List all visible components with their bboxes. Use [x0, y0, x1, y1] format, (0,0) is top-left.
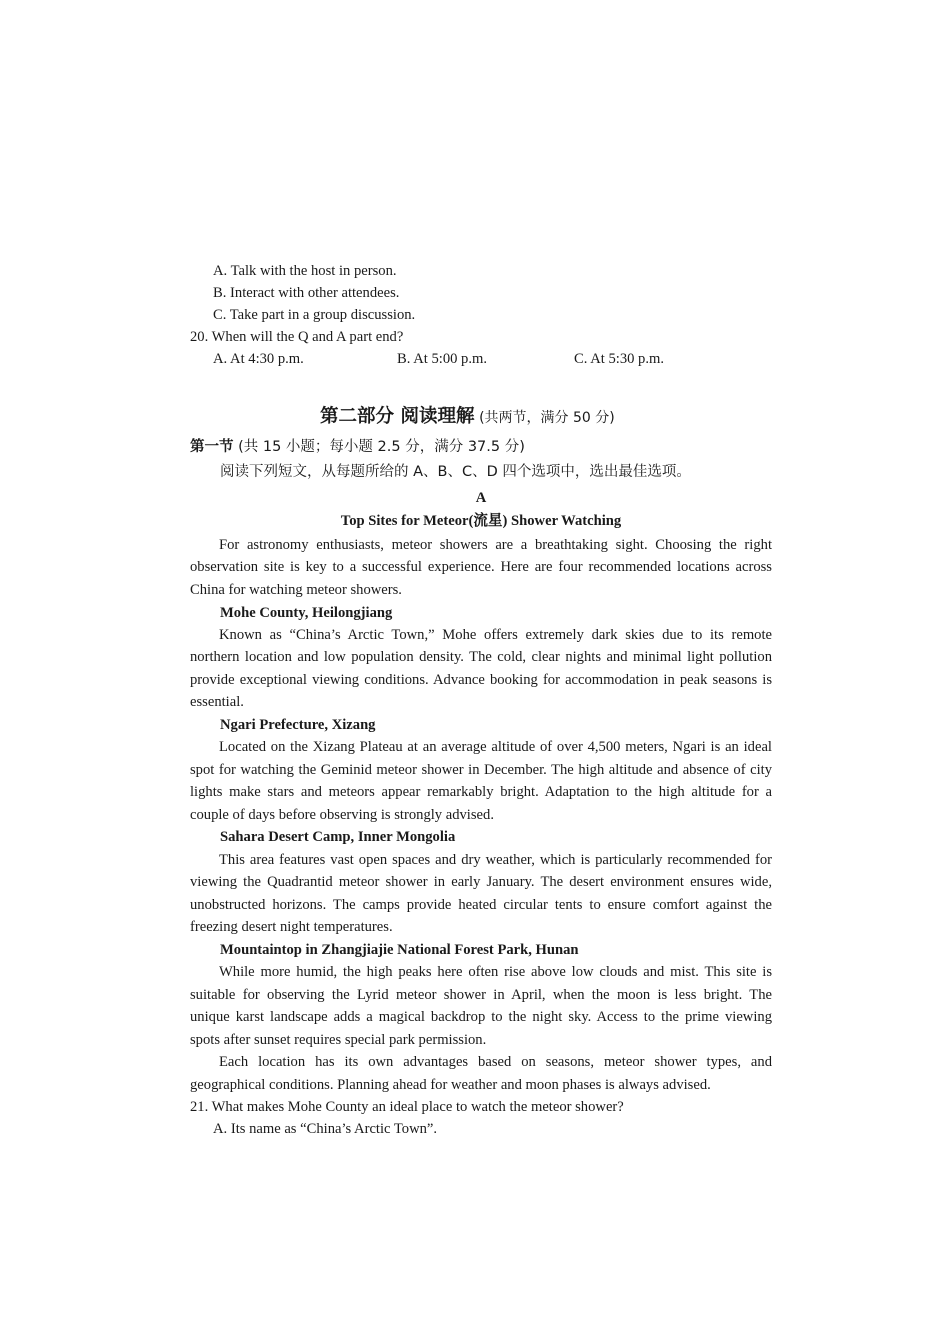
site-ngari-line-2: spot for watching the Geminid meteor shower in December. The high altitude and absence of city [190, 762, 772, 778]
site-mohe-line-3: provide exceptional viewing conditions. Advance booking for accommodation in peak seasons is [190, 672, 772, 688]
q19-option-c: C. Take part in a group discussion. [213, 307, 416, 323]
conclusion-line-2: geographical conditions. Planning ahead for weather and moon phases is always advised. [190, 1077, 711, 1093]
part2-score: (共两节，满分 50 分) [479, 410, 615, 426]
site-sahara-line-1: This area features vast open spaces and dry weather, which is particularly recommended for [219, 852, 772, 868]
intro-line-1: For astronomy enthusiasts, meteor showers are a breathtaking sight. Choosing the right [219, 537, 772, 553]
passage-title: Top Sites for Meteor(流星) Shower Watching [340, 513, 622, 529]
site-heading-mohe: Mohe County, Heilongjiang [220, 605, 393, 621]
passage-letter: A [475, 490, 487, 506]
site-zhangjiajie-line-2: suitable for observing the Lyrid meteor shower in April, when the moon is less bright. The [190, 987, 772, 1003]
q21-option-a: A. Its name as “China’s Arctic Town”. [213, 1121, 438, 1137]
site-sahara-line-2: viewing the Quadrantid meteor shower in early January. The desert environment ensures wide, [190, 874, 772, 890]
site-ngari-line-1: Located on the Xizang Plateau at an average altitude of over 4,500 meters, Ngari is an ideal [219, 739, 772, 755]
site-ngari-line-4: couple of days before observing is strongly advised. [190, 807, 494, 823]
q20-option-a: A. At 4:30 p.m. [213, 351, 304, 367]
intro-line-3: China for watching meteor showers. [190, 582, 402, 598]
intro-line-2: observation site is key to a successful experience. Here are four recommended locations across [190, 559, 772, 575]
site-zhangjiajie-line-4: spots after sunset requires special park permission. [190, 1032, 487, 1048]
q21-question: 21. What makes Mohe County an ideal place to watch the meteor shower? [190, 1099, 624, 1115]
conclusion-line-1: Each location has its own advantages based on seasons, meteor shower types, and [219, 1054, 772, 1070]
part2-heading [320, 404, 615, 431]
q20-question: 20. When will the Q and A part end? [190, 329, 404, 345]
q20-option-b: B. At 5:00 p.m. [397, 351, 488, 367]
q19-option-a: A. Talk with the host in person. [213, 263, 397, 279]
site-mohe-line-2: northern location and low population density. The cold, clear nights and minimal light pollution [190, 649, 772, 665]
site-heading-zhangjiajie: Mountaintop in Zhangjiajie National Forest Park, Hunan [220, 942, 579, 958]
section1-info: (共 15 小题；每小题 2.5 分，满分 37.5 分) [238, 439, 525, 455]
section1-title: 第一节 [190, 439, 234, 455]
site-ngari-line-3: lights make stars and meteors appear remarkably bright. Adaptation to the high altitude for a [190, 784, 772, 800]
site-heading-ngari: Ngari Prefecture, Xizang [220, 717, 376, 733]
section1-heading [190, 437, 525, 457]
site-zhangjiajie-line-3: unique karst landscape adds a magical backdrop to the night sky. Access to the prime viewing [190, 1009, 772, 1025]
site-sahara-line-4: freezing desert night temperatures. [190, 919, 393, 935]
site-zhangjiajie-line-1: While more humid, the high peaks here often rise above low clouds and mist. This site is [219, 964, 772, 980]
part2-title: 第二部分 阅读理解 [320, 406, 475, 427]
q19-option-b: B. Interact with other attendees. [213, 285, 400, 301]
site-mohe-line-1: Known as “China’s Arctic Town,” Mohe offers extremely dark skies due to its remote [219, 627, 772, 643]
site-heading-sahara: Sahara Desert Camp, Inner Mongolia [220, 829, 456, 845]
site-sahara-line-3: unobstructed horizons. The camps provide heated circular tents to ensure comfort against the [190, 897, 772, 913]
site-mohe-line-4: essential. [190, 694, 244, 710]
q20-option-c: C. At 5:30 p.m. [574, 351, 665, 367]
section1-instruction: 阅读下列短文，从每题所给的 A、B、C、D 四个选项中，选出最佳选项。 [220, 464, 691, 480]
